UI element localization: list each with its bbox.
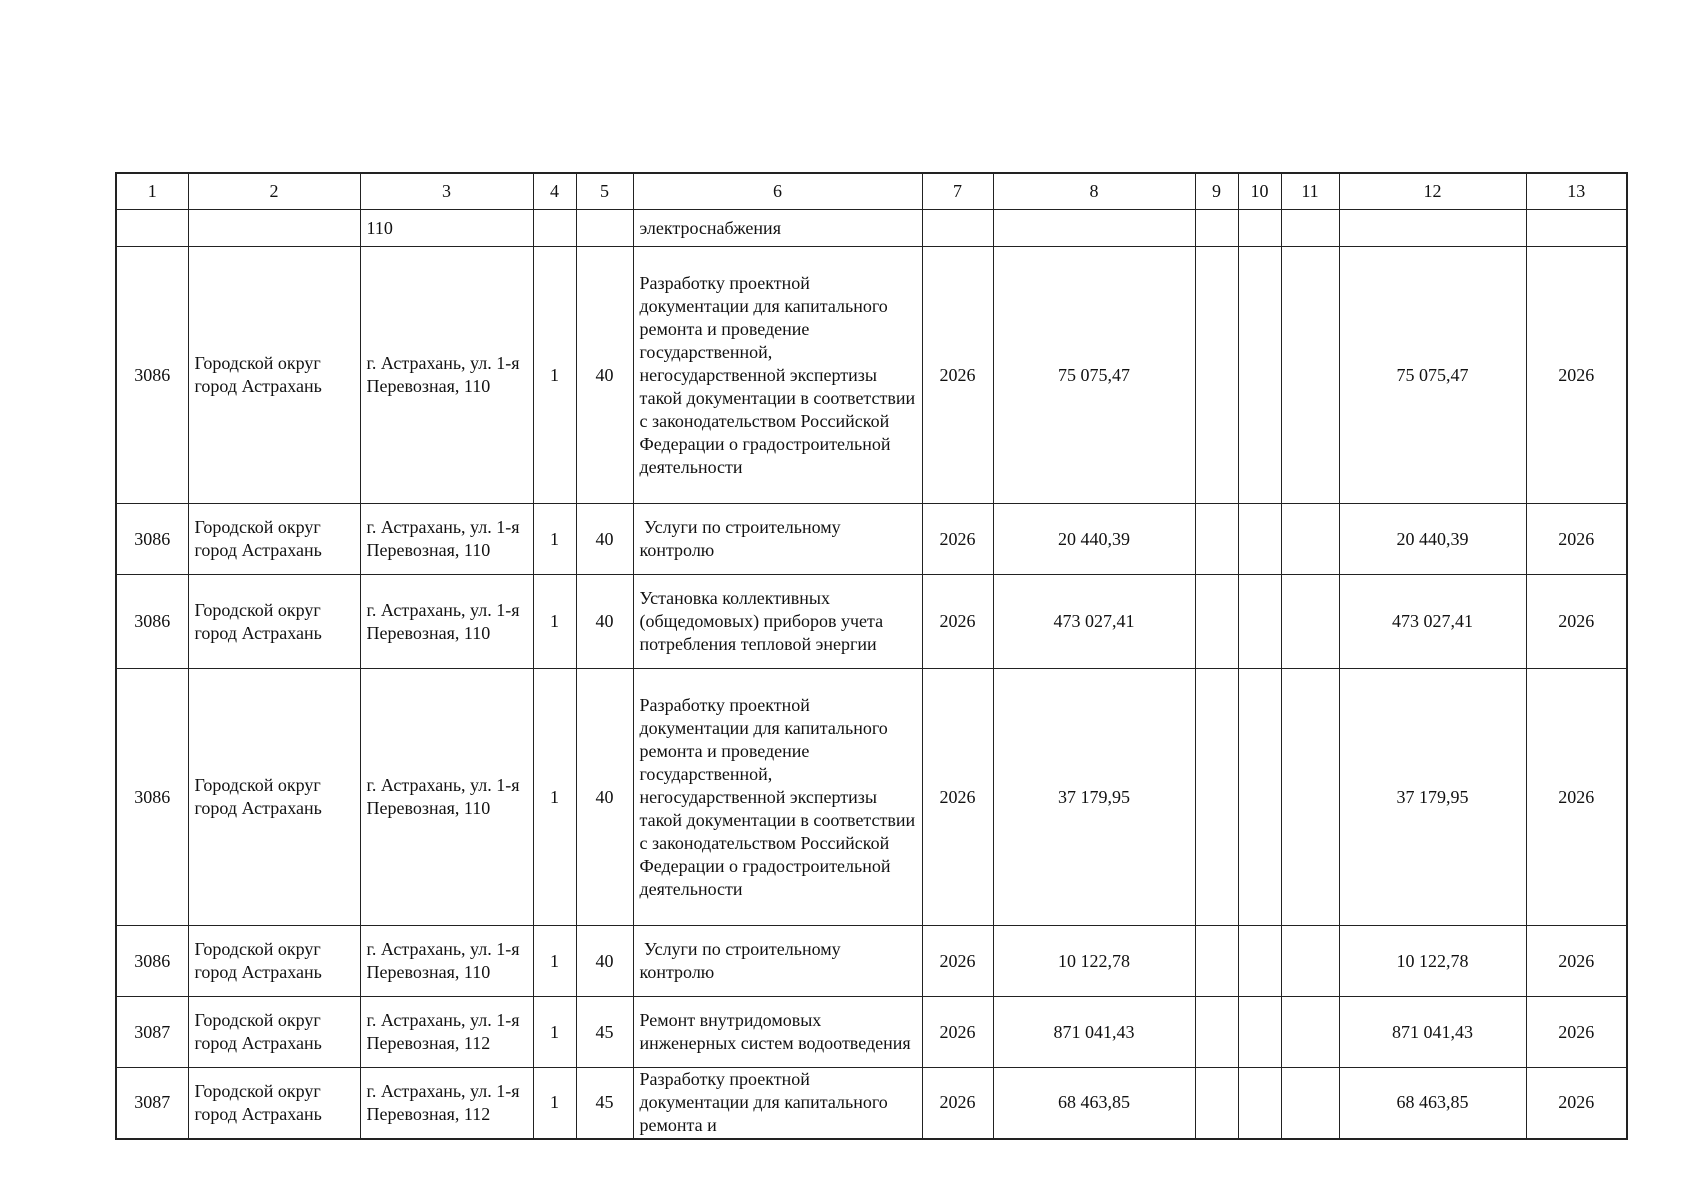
work-type-cell: Установка коллективных (общедомовых) приборов учета потребления тепловой энергии (633, 575, 922, 669)
completion-year-cell: 2026 (1526, 247, 1627, 504)
object-id-cell: 3086 (116, 504, 188, 575)
col10-cell (1238, 247, 1281, 504)
completion-year-cell: 2026 (1526, 926, 1627, 997)
year-cell: 2026 (922, 926, 993, 997)
column-number: 2 (188, 173, 360, 210)
col4-cell: 1 (533, 504, 576, 575)
col5-cell: 45 (576, 997, 633, 1068)
completion-year-cell: 2026 (1526, 669, 1627, 926)
municipality-cell: Городской округ город Астрахань (188, 247, 360, 504)
cost-cell: 20 440,39 (993, 504, 1195, 575)
cell (1195, 210, 1238, 247)
address-cell: г. Астрахань, ул. 1-я Перевозная, 112 (360, 997, 533, 1068)
works-table (115, 172, 1628, 1140)
col9-cell (1195, 504, 1238, 575)
amount-cell: 75 075,47 (1339, 247, 1526, 504)
column-number: 6 (633, 173, 922, 210)
cell (1238, 210, 1281, 247)
col4-cell: 1 (533, 926, 576, 997)
cost-cell: 473 027,41 (993, 575, 1195, 669)
year-cell: 2026 (922, 997, 993, 1068)
cell (922, 210, 993, 247)
cell (993, 210, 1195, 247)
col10-cell (1238, 997, 1281, 1068)
amount-cell: 20 440,39 (1339, 504, 1526, 575)
amount-cell: 68 463,85 (1339, 1068, 1526, 1139)
table-row (116, 997, 1627, 1068)
table-row (116, 926, 1627, 997)
column-number: 12 (1339, 173, 1526, 210)
year-cell: 2026 (922, 247, 993, 504)
column-number: 7 (922, 173, 993, 210)
work-type-cell: Услуги по строительному контролю (633, 504, 922, 575)
column-number: 8 (993, 173, 1195, 210)
col5-cell: 40 (576, 247, 633, 504)
cost-cell: 37 179,95 (993, 669, 1195, 926)
amount-cell: 37 179,95 (1339, 669, 1526, 926)
municipality-cell: Городской округ город Астрахань (188, 669, 360, 926)
object-id-cell: 3087 (116, 997, 188, 1068)
work-type-cell: Услуги по строительному контролю (633, 926, 922, 997)
column-number: 9 (1195, 173, 1238, 210)
col11-cell (1281, 997, 1339, 1068)
object-id-cell: 3086 (116, 575, 188, 669)
address-cell: г. Астрахань, ул. 1-я Перевозная, 112 (360, 1068, 533, 1139)
column-number-row (116, 173, 1627, 210)
work-type-cell: Разработку проектной документации для капитального ремонта и (633, 1068, 922, 1139)
completion-year-cell: 2026 (1526, 575, 1627, 669)
completion-year-cell: 2026 (1526, 997, 1627, 1068)
work-type-cell: электроснабжения (633, 210, 922, 247)
municipality-cell: Городской округ город Астрахань (188, 1068, 360, 1139)
year-cell: 2026 (922, 575, 993, 669)
col11-cell (1281, 1068, 1339, 1139)
col4-cell: 1 (533, 1068, 576, 1139)
col11-cell (1281, 575, 1339, 669)
cell (1339, 210, 1526, 247)
table-row (116, 1068, 1627, 1139)
cell (116, 210, 188, 247)
col10-cell (1238, 669, 1281, 926)
col5-cell: 40 (576, 669, 633, 926)
col10-cell (1238, 575, 1281, 669)
col4-cell: 1 (533, 997, 576, 1068)
col9-cell (1195, 669, 1238, 926)
col5-cell: 40 (576, 575, 633, 669)
work-type-cell: Разработку проектной документации для капитального ремонта и проведение государственной, негосударственной экспертизы такой документации в соответствии с законодательством Российской Федерации о градостроительной деятельности (633, 247, 922, 504)
col10-cell (1238, 1068, 1281, 1139)
municipality-cell: Городской округ город Астрахань (188, 575, 360, 669)
cell (533, 210, 576, 247)
address-cell: г. Астрахань, ул. 1-я Перевозная, 110 (360, 575, 533, 669)
cost-cell: 871 041,43 (993, 997, 1195, 1068)
municipality-cell: Городской округ город Астрахань (188, 926, 360, 997)
cell (1526, 210, 1627, 247)
cell (576, 210, 633, 247)
col5-cell: 40 (576, 504, 633, 575)
table-row (116, 669, 1627, 926)
address-cell: г. Астрахань, ул. 1-я Перевозная, 110 (360, 669, 533, 926)
col4-cell: 1 (533, 247, 576, 504)
col5-cell: 45 (576, 1068, 633, 1139)
works-table-body (116, 173, 1627, 1139)
completion-year-cell: 2026 (1526, 1068, 1627, 1139)
continuation-row (116, 210, 1627, 247)
amount-cell: 473 027,41 (1339, 575, 1526, 669)
col9-cell (1195, 247, 1238, 504)
municipality-cell: Городской округ город Астрахань (188, 504, 360, 575)
col10-cell (1238, 926, 1281, 997)
column-number: 5 (576, 173, 633, 210)
col9-cell (1195, 926, 1238, 997)
amount-cell: 10 122,78 (1339, 926, 1526, 997)
cost-cell: 75 075,47 (993, 247, 1195, 504)
col11-cell (1281, 669, 1339, 926)
year-cell: 2026 (922, 504, 993, 575)
col9-cell (1195, 575, 1238, 669)
column-number: 3 (360, 173, 533, 210)
address-cell: г. Астрахань, ул. 1-я Перевозная, 110 (360, 504, 533, 575)
year-cell: 2026 (922, 1068, 993, 1139)
col11-cell (1281, 926, 1339, 997)
cost-cell: 10 122,78 (993, 926, 1195, 997)
cell (1281, 210, 1339, 247)
table-row (116, 247, 1627, 504)
col11-cell (1281, 247, 1339, 504)
table-row (116, 575, 1627, 669)
col4-cell: 1 (533, 575, 576, 669)
column-number: 1 (116, 173, 188, 210)
completion-year-cell: 2026 (1526, 504, 1627, 575)
col9-cell (1195, 997, 1238, 1068)
address-cell: г. Астрахань, ул. 1-я Перевозная, 110 (360, 247, 533, 504)
work-type-cell: Ремонт внутридомовых инженерных систем водоотведения (633, 997, 922, 1068)
year-cell: 2026 (922, 669, 993, 926)
municipality-cell: Городской округ город Астрахань (188, 997, 360, 1068)
object-id-cell: 3087 (116, 1068, 188, 1139)
cell (188, 210, 360, 247)
object-id-cell: 3086 (116, 669, 188, 926)
col10-cell (1238, 504, 1281, 575)
column-number: 10 (1238, 173, 1281, 210)
object-id-cell: 3086 (116, 926, 188, 997)
object-id-cell: 3086 (116, 247, 188, 504)
col11-cell (1281, 504, 1339, 575)
table-row (116, 504, 1627, 575)
col5-cell: 40 (576, 926, 633, 997)
work-type-cell: Разработку проектной документации для капитального ремонта и проведение государственной, негосударственной экспертизы такой документации в соответствии с законодательством Российской Федерации о градостроительной деятельности (633, 669, 922, 926)
col4-cell: 1 (533, 669, 576, 926)
col9-cell (1195, 1068, 1238, 1139)
cost-cell: 68 463,85 (993, 1068, 1195, 1139)
column-number: 13 (1526, 173, 1627, 210)
column-number: 11 (1281, 173, 1339, 210)
amount-cell: 871 041,43 (1339, 997, 1526, 1068)
column-number: 4 (533, 173, 576, 210)
address-cell: г. Астрахань, ул. 1-я Перевозная, 110 (360, 926, 533, 997)
address-cell: 110 (360, 210, 533, 247)
